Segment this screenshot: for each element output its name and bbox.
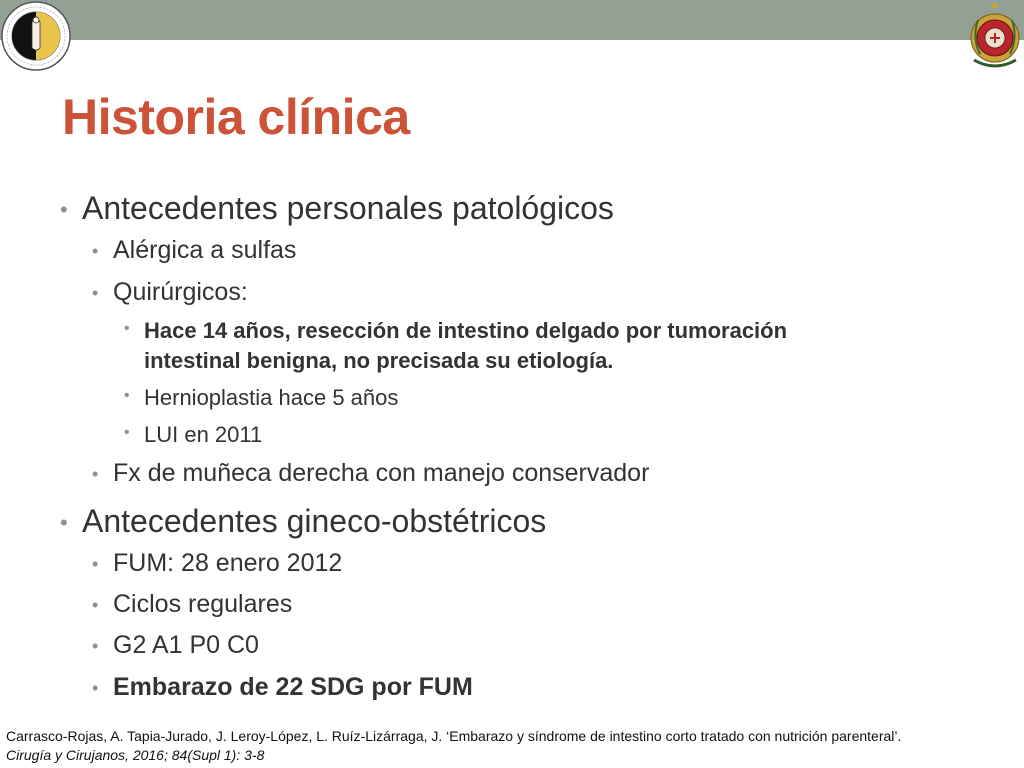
reference-citation: Carrasco-Rojas, A. Tapia-Jurado, J. Leroy-López, L. Ruíz-Lizárraga, J. ‘Embarazo y síndrome de intestino corto tratado con nutrición parenteral’. [6,728,902,744]
bullet-level3-text: intestinal benigna, no precisada su etiología. [144,348,614,373]
bullet-level3-text: Hace 14 años, resección de intestino delgado por tumoración [144,318,788,343]
bullet-level3-text: Hernioplastia hace 5 años [144,385,399,410]
bullet-icon: • [124,320,130,337]
bullet-level2-text: G2 A1 P0 C0 [113,631,259,659]
bullet-icon: • [92,678,99,698]
bullet-level2-text: Fx de muñeca derecha con manejo conservador [113,459,650,487]
bullet-icon: • [92,241,99,261]
bullet-level2-text: FUM: 28 enero 2012 [113,549,343,577]
bullet-icon: • [124,424,130,441]
top-bar [0,0,1024,40]
bullet-level2-text: Alérgica a sulfas [113,236,297,264]
bullet-icon: • [92,554,99,574]
bullet-level1-text: Antecedentes personales patológicos [82,190,614,226]
bullet-icon: • [60,510,68,535]
bullet-level2-text: Quirúrgicos: [113,278,248,306]
bullet-icon: • [92,636,99,656]
bullet-icon: • [92,283,99,303]
slide-title: Historia clínica [62,89,410,145]
bullet-icon: • [124,387,130,404]
bullet-level2-text: Ciclos regulares [113,590,293,618]
bullet-level1-text: Antecedentes gineco-obstétricos [82,503,547,539]
bullet-icon: • [60,197,68,222]
academia-nacional-de-medicina-seal-icon [0,0,72,72]
bullet-level2-text: Embarazo de 22 SDG por FUM [113,673,473,701]
crest-emblem-icon [968,0,1022,72]
reference-journal: Cirugía y Cirujanos, 2016; 84(Supl 1): 3-8 [6,747,265,763]
bullet-icon: • [92,464,99,484]
bullet-level3-text: LUI en 2011 [144,422,263,447]
bullet-icon: • [92,595,99,615]
